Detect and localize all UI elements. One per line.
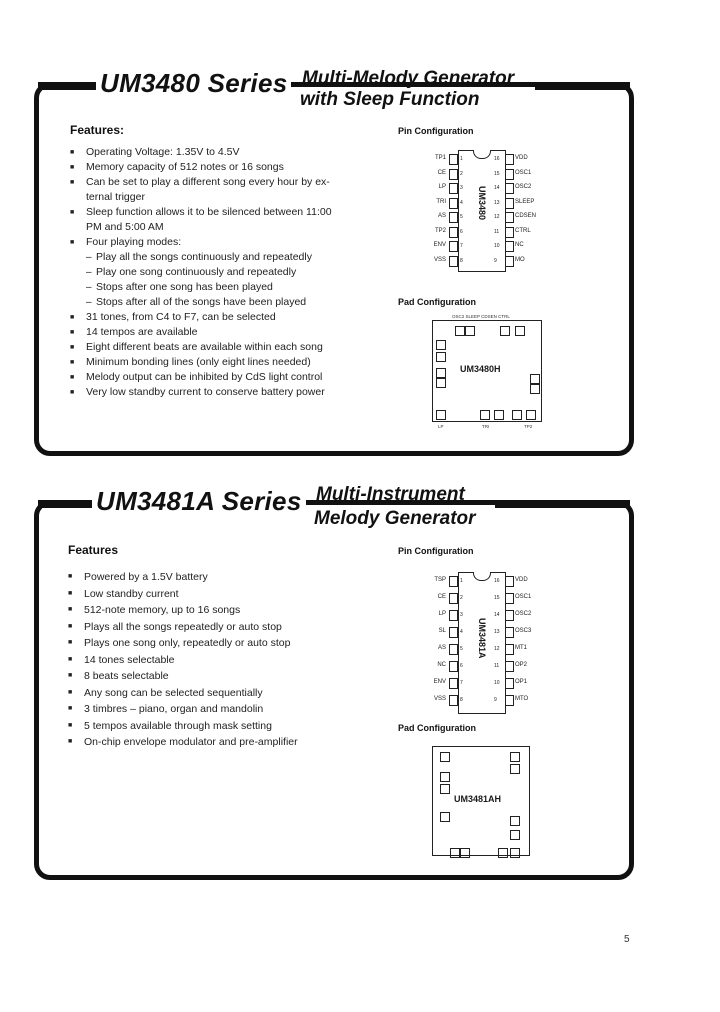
pad [436, 340, 446, 350]
pin-right [505, 241, 514, 252]
pad [510, 830, 520, 840]
pin-label: OSC1 [515, 594, 532, 600]
um3480-title-bar-left [38, 82, 98, 90]
pin-number: 6 [460, 228, 463, 235]
feature-item: ■ Plays one song only, repeatedly or auto stop [68, 635, 368, 652]
pad [436, 368, 446, 378]
pin-number: 6 [460, 663, 463, 669]
pad [510, 752, 520, 762]
pin-right [505, 661, 514, 672]
pad-bottom-label: TRI [482, 424, 490, 429]
pin-right [505, 678, 514, 689]
pin-label: ENV [433, 679, 446, 685]
feature-item: ■ Plays all the songs repeatedly or auto stop [68, 619, 368, 636]
pin-number: 2 [460, 595, 463, 601]
pin-number: 8 [460, 697, 463, 703]
um3481a-pin-config-heading: Pin Configuration [398, 546, 474, 556]
feature-item: ■ 8 beats selectable [68, 668, 368, 685]
pad [440, 784, 450, 794]
pin-label: CDSEN [515, 213, 537, 219]
um3481a-features-list [68, 569, 368, 751]
feature-item: – Stops after all of the songs have been played [70, 295, 370, 310]
feature-item: ■ Can be set to play a different song every hour by ex- [70, 175, 370, 190]
feature-item: ■ Low standby current [68, 586, 368, 603]
feature-item: ■ 14 tempos are available [70, 325, 370, 340]
pad [530, 374, 540, 384]
pin-label: OSC3 [515, 628, 532, 634]
pin-label: VDD [515, 155, 528, 161]
feature-item: ■ Any song can be selected sequentially [68, 685, 368, 702]
pin-left [449, 695, 458, 706]
pin-number: 16 [494, 156, 500, 162]
pin-right [505, 610, 514, 621]
feature-item: ■ Sleep function allows it to be silenced between 11:00 [70, 205, 370, 220]
pad-top-labels: OSC2 SLEEP CDSEN CTRL [452, 314, 510, 319]
feature-item: – Play one song continuously and repeatedly [70, 265, 370, 280]
pin-number: 11 [494, 663, 500, 669]
um3480-features-list [70, 145, 370, 400]
pad [436, 410, 446, 420]
pad-chip-name: UM3481AH [454, 794, 502, 804]
pin-left [449, 661, 458, 672]
pin-right [505, 183, 514, 194]
pin-number: 1 [460, 578, 463, 584]
pin-left [449, 256, 458, 267]
pin-right [505, 593, 514, 604]
feature-item: – Play all the songs continuously and repeatedly [70, 250, 370, 265]
pin-right [505, 198, 514, 209]
um3481a-title-bar-left [38, 500, 93, 508]
feature-item: ■ Melody output can be inhibited by CdS light control [70, 370, 370, 385]
pin-number: 11 [494, 228, 500, 235]
pad [450, 848, 460, 858]
pin-label: OSC1 [515, 169, 532, 176]
pin-label: AS [437, 645, 446, 651]
pad-bottom-label: LP [438, 424, 444, 429]
pin-left [449, 627, 458, 638]
pad [510, 764, 520, 774]
pin-label: TP2 [434, 227, 446, 234]
pin-label: SL [438, 628, 446, 634]
pin-number: 10 [494, 680, 500, 686]
pin-left [449, 593, 458, 604]
pin-left [449, 154, 458, 165]
pin-label: MT1 [515, 645, 527, 651]
feature-item: ■ 14 tones selectable [68, 652, 368, 669]
pin-left [449, 644, 458, 655]
um3480-pin-config-heading: Pin Configuration [398, 126, 474, 136]
pin-label: OP2 [515, 662, 528, 668]
pin-number: 13 [494, 199, 500, 206]
feature-item: PM and 5:00 AM [86, 221, 164, 233]
pin-label: MO [515, 256, 525, 263]
feature-item: ■ 5 tempos available through mask setting [68, 718, 368, 735]
pin-right [505, 576, 514, 587]
pin-right [505, 212, 514, 223]
pin-label: VSS [433, 696, 446, 702]
pin-left [449, 576, 458, 587]
pin-number: 14 [494, 612, 500, 618]
pin-label: CE [437, 169, 446, 176]
pad [515, 326, 525, 336]
um3481a-pad-diagram [420, 738, 550, 868]
pin-number: 5 [460, 646, 463, 652]
pin-label: OP1 [515, 679, 528, 685]
pin-label: TP1 [434, 155, 446, 161]
pin-right [505, 154, 514, 165]
pin-left [449, 678, 458, 689]
um3480-features-heading: Features: [70, 123, 125, 137]
pin-number: 2 [460, 170, 463, 177]
chip-name: UM3481A [477, 618, 487, 659]
chip-name: UM3480 [477, 186, 487, 221]
feature-item: ■ 31 tones, from C4 to F7, can be selected [70, 310, 370, 325]
feature-item: ■ Powered by a 1.5V battery [68, 569, 368, 586]
pin-left [449, 610, 458, 621]
pin-label: TSP [434, 577, 446, 583]
um3480-pad-diagram [420, 312, 560, 432]
pin-label: LP [438, 611, 446, 617]
feature-item: ■ On-chip envelope modulator and pre-amplifier [68, 734, 368, 751]
um3481a-pad-config-heading: Pad Configuration [398, 723, 476, 733]
pin-number: 7 [460, 680, 463, 686]
pad [436, 352, 446, 362]
pin-right [505, 695, 514, 706]
um3480-series-title: UM3480 Series [96, 68, 291, 99]
pin-label: VDD [515, 577, 528, 583]
pin-label: CTRL [515, 227, 531, 234]
pad [510, 848, 520, 858]
feature-item: ■ Four playing modes: [70, 235, 370, 250]
pin-number: 9 [494, 697, 497, 703]
um3480-subtitle-2: with Sleep Function [300, 89, 480, 110]
pad [436, 378, 446, 388]
um3480-pin-diagram [420, 150, 550, 280]
um3481a-features-heading: Features [68, 543, 119, 557]
um3481a-title-bar-right [495, 500, 630, 508]
pad-chip-name: UM3480H [460, 364, 501, 374]
pin-number: 9 [494, 257, 497, 264]
pad [440, 752, 450, 762]
pin-number: 5 [460, 214, 463, 220]
pin-left [449, 227, 458, 238]
pin-label: SLEEP [515, 198, 535, 205]
pad [510, 816, 520, 826]
pin-label: OSC2 [515, 184, 532, 190]
pin-label: ENV [433, 242, 446, 248]
um3481a-subtitle-1: Multi-Instrument [316, 484, 465, 505]
pad [530, 384, 540, 394]
pin-number: 4 [460, 629, 463, 635]
um3481a-pin-diagram [420, 572, 560, 712]
pin-number: 1 [460, 156, 463, 162]
pin-label: LP [438, 184, 446, 190]
pad [512, 410, 522, 420]
pin-label: CE [437, 594, 446, 600]
pad [500, 326, 510, 336]
feature-item: ■ 3 timbres – piano, organ and mandolin [68, 701, 368, 718]
pin-label: NC [437, 662, 446, 668]
pin-label: TRI [436, 198, 446, 205]
feature-item: ■ Memory capacity of 512 notes or 16 songs [70, 160, 370, 175]
pin-right [505, 169, 514, 180]
pin-number: 7 [460, 243, 463, 249]
pin-number: 14 [494, 185, 500, 191]
pin-left [449, 198, 458, 209]
pad [440, 812, 450, 822]
pin-number: 13 [494, 629, 500, 635]
feature-item: ■ 512-note memory, up to 16 songs [68, 602, 368, 619]
pad [494, 410, 504, 420]
page-number: 5 [624, 934, 630, 945]
pin-number: 3 [460, 612, 463, 618]
feature-item: ■ Operating Voltage: 1.35V to 4.5V [70, 145, 370, 160]
pad [526, 410, 536, 420]
feature-item: ■ Very low standby current to conserve battery power [70, 385, 370, 400]
pin-left [449, 183, 458, 194]
pin-number: 10 [494, 243, 500, 249]
pin-right [505, 627, 514, 638]
pin-label: MTO [515, 696, 529, 702]
pin-label: OSC2 [515, 611, 532, 617]
pin-right [505, 227, 514, 238]
pin-label: AS [437, 213, 446, 219]
pin-number: 3 [460, 185, 463, 191]
pad-bottom-label: TP2 [524, 424, 533, 429]
um3481a-series-title: UM3481A Series [92, 486, 306, 517]
pin-number: 16 [494, 578, 500, 584]
pin-left [449, 212, 458, 223]
pad [498, 848, 508, 858]
pin-left [449, 241, 458, 252]
feature-item: ternal trigger [86, 191, 145, 203]
um3480-title-bar-right [535, 82, 630, 90]
pin-number: 12 [494, 646, 500, 652]
pin-right [505, 256, 514, 267]
pad [455, 326, 465, 336]
pin-label: VSS [433, 256, 446, 263]
pin-right [505, 644, 514, 655]
pin-label: NC [515, 242, 524, 248]
pin-number: 8 [460, 257, 463, 264]
pad [440, 772, 450, 782]
feature-item: – Stops after one song has been played [70, 280, 370, 295]
pad [480, 410, 490, 420]
um3480-pad-config-heading: Pad Configuration [398, 297, 476, 307]
pin-left [449, 169, 458, 180]
um3480-subtitle-1: Multi-Melody Generator [302, 68, 515, 89]
pad [460, 848, 470, 858]
um3481a-subtitle-2: Melody Generator [314, 508, 476, 529]
pin-number: 15 [494, 595, 500, 601]
pin-number: 15 [494, 170, 500, 177]
pad [465, 326, 475, 336]
pin-number: 12 [494, 214, 500, 220]
feature-item: ■ Minimum bonding lines (only eight lines needed) [70, 355, 370, 370]
feature-item: ■ Eight different beats are available within each song [70, 340, 370, 355]
pin-number: 4 [460, 199, 463, 206]
